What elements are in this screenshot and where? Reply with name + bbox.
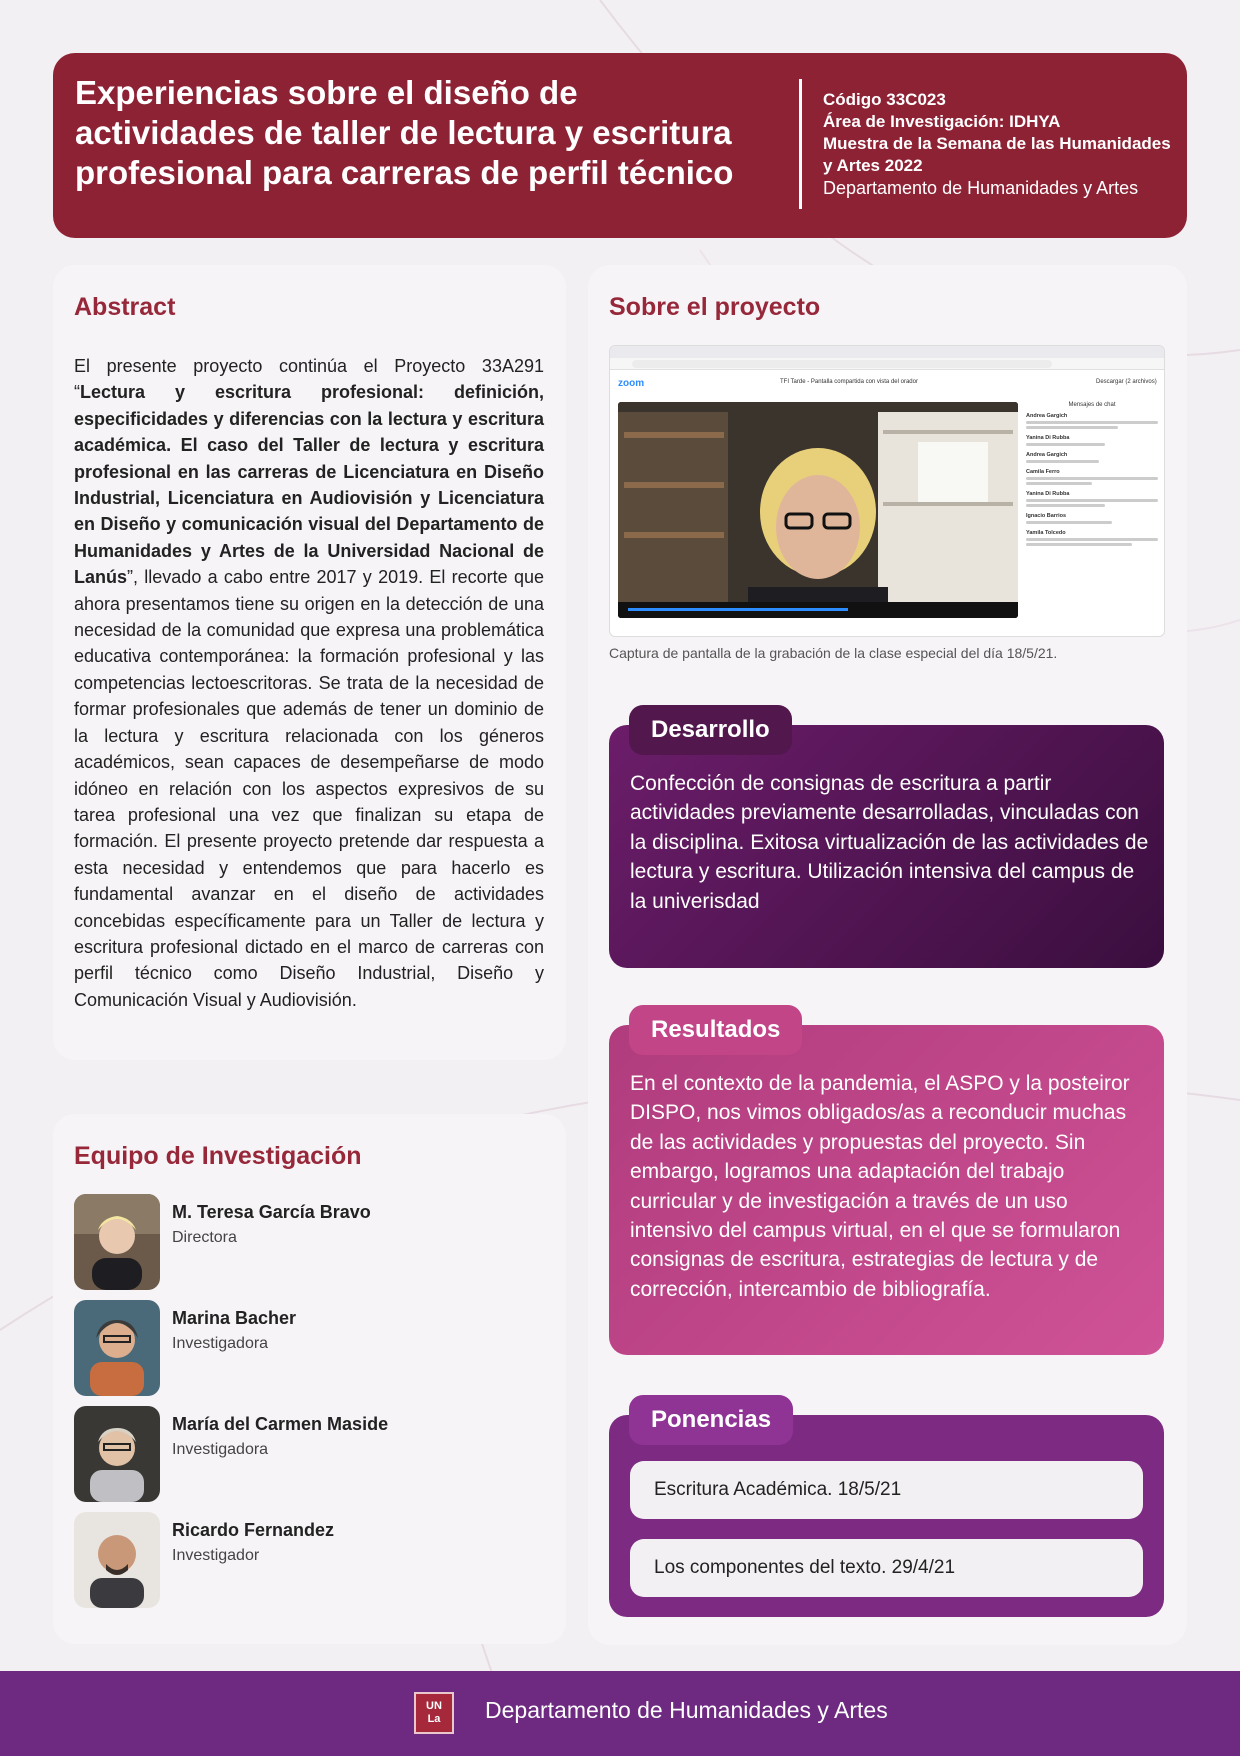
chat-message: Yanina Di Rubba [1026, 435, 1158, 446]
logo-bottom-text: La [427, 1713, 441, 1725]
project-code: Código 33C023 [823, 90, 946, 109]
poster-title: Experiencias sobre el diseño de actividades de taller de lectura y escritura profesional para carreras de perfil técnico [75, 74, 734, 191]
project-panel [588, 265, 1187, 1645]
member-name: M. Teresa García Bravo [172, 1202, 371, 1222]
team-member [74, 1406, 534, 1502]
team-panel [53, 1114, 566, 1644]
chat-message: Andrea Gargich [1026, 413, 1158, 429]
department-name: Departamento de Humanidades y Artes [823, 178, 1139, 198]
abstract-title: Abstract [74, 293, 176, 321]
resultados-text: En el contexto de la pandemia, el ASPO y la posteiror DISPO, nos vimos obligados/as a reconducir muchas de las actividades y propuestas del proyecto. Sin embargo, logramos una adaptación del trabajo curricular y de investigación a través de un uso intensivo del campus virtual, en el que se formularon consignas de escritura, estrategias de lectura y de corrección, intercambio de bibliografía. [630, 1072, 1130, 1301]
header-meta [823, 89, 1173, 199]
desarrollo-card [609, 716, 1164, 968]
research-area: Área de Investigación: IDHYA [823, 112, 1061, 131]
unla-logo [414, 1692, 454, 1734]
footer [0, 1671, 1240, 1756]
member-role: Investigadora [172, 1335, 269, 1352]
member-name: Marina Bacher [172, 1308, 297, 1328]
zoom-logo: zoom [618, 378, 645, 389]
chat-title: Mensajes de chat [1068, 402, 1116, 408]
avatar [74, 1194, 160, 1290]
ponencias-card [609, 1406, 1164, 1617]
chat-message: Ignacio Barrios [1026, 513, 1158, 524]
browser-tabs [610, 346, 1165, 358]
video-frame [618, 402, 1018, 618]
chat-message: Andrea Gargich [1026, 452, 1158, 463]
team-member [74, 1194, 534, 1290]
member-role: Investigadora [172, 1441, 269, 1458]
abstract-project-name: Lectura y escritura profesional: definición, especificidades y diferencias con la lectura y escritura académica. El caso del Taller de lectura y escritura profesional en las carreras de Licenciatura en Diseño Industrial, Licenciatura en Audiovisión y Licenciatura en Diseño y comunicación visual del Departamento de Humanidades y Artes de la Universidad Nacional de Lanús [74, 382, 544, 588]
recording-title: TFI Tarde - Pantalla compartida con vista del orador [780, 379, 918, 385]
member-name: María del Carmen Maside [172, 1414, 389, 1434]
abstract-intro: El presente proyecto continúa el Proyecto 33A291 “ [74, 356, 544, 403]
download-label: Descargar (2 archivos) [1096, 379, 1157, 385]
footer-department: Departamento de Humanidades y Artes [485, 1697, 888, 1723]
desarrollo-title: Desarrollo [629, 705, 792, 755]
abstract-text [74, 353, 544, 1013]
team-member [74, 1300, 534, 1396]
logo-top-text: UN [426, 1700, 442, 1712]
chat-panel [1026, 402, 1158, 630]
resultados-title: Resultados [629, 1005, 802, 1055]
header-divider [799, 79, 802, 209]
member-role: Directora [172, 1229, 237, 1246]
member-role: Investigador [172, 1547, 260, 1564]
project-title: Sobre el proyecto [609, 293, 821, 321]
team-title: Equipo de Investigación [74, 1142, 362, 1170]
ponencias-title: Ponencias [629, 1395, 793, 1445]
zoom-recording-screenshot [609, 345, 1165, 637]
avatar [74, 1406, 160, 1502]
chat-message: Yamila Tolcedo [1026, 530, 1158, 546]
team-member [74, 1512, 534, 1608]
abstract-panel [53, 265, 566, 1060]
desarrollo-text: Confección de consignas de escritura a partir actividades previamente desarrolladas, vinculadas con la disciplina. Exitosa virtualización de las actividades de lectura y escritura. Utilización intensiva del campus de la univerisdad [630, 772, 1149, 913]
chat-message: Camila Ferro [1026, 469, 1158, 485]
chat-message: Yanina Di Rubba [1026, 491, 1158, 507]
ponencia-item: Escritura Académica. 18/5/21 [630, 1461, 1143, 1519]
screenshot-caption: Captura de pantalla de la grabación de la clase especial del día 18/5/21. [609, 645, 1058, 661]
abstract-body: ”, llevado a cabo entre 2017 y 2019. El recorte que ahora presentamos tiene su origen en la detección de una necesidad de la comunidad que expresa una problemática educativa contemporánea: la formación profesional y las competencias lectoescritoras. Se trata de la necesidad de formar profesionales que además de tener un dominio de la lectura y escritura relacionada con los géneros académicos, sean capaces de desempeñarse de modo idóneo en relación con los aspectos expresivos de su tarea profesional una vez que finalizan su etapa de formación. El presente proyecto pretende dar respuesta a esta necesidad y entendemos que para hacerlo es fundamental avanzar en el diseño de actividades concebidas específicamente para un Taller de lectura y escritura profesional dictado en el marco de carreras con perfil técnico como Diseño Industrial, Diseño y Comunicación Visual y Audiovisión. [74, 567, 544, 1010]
avatar [74, 1300, 160, 1396]
event-name: Muestra de la Semana de las Humanidades y Artes 2022 [823, 134, 1171, 175]
avatar [74, 1512, 160, 1608]
poster-header [53, 53, 1187, 238]
browser-url-bar [610, 358, 1165, 370]
resultados-card [609, 1016, 1164, 1355]
member-name: Ricardo Fernandez [172, 1520, 335, 1540]
ponencia-item: Los componentes del texto. 29/4/21 [630, 1539, 1143, 1597]
